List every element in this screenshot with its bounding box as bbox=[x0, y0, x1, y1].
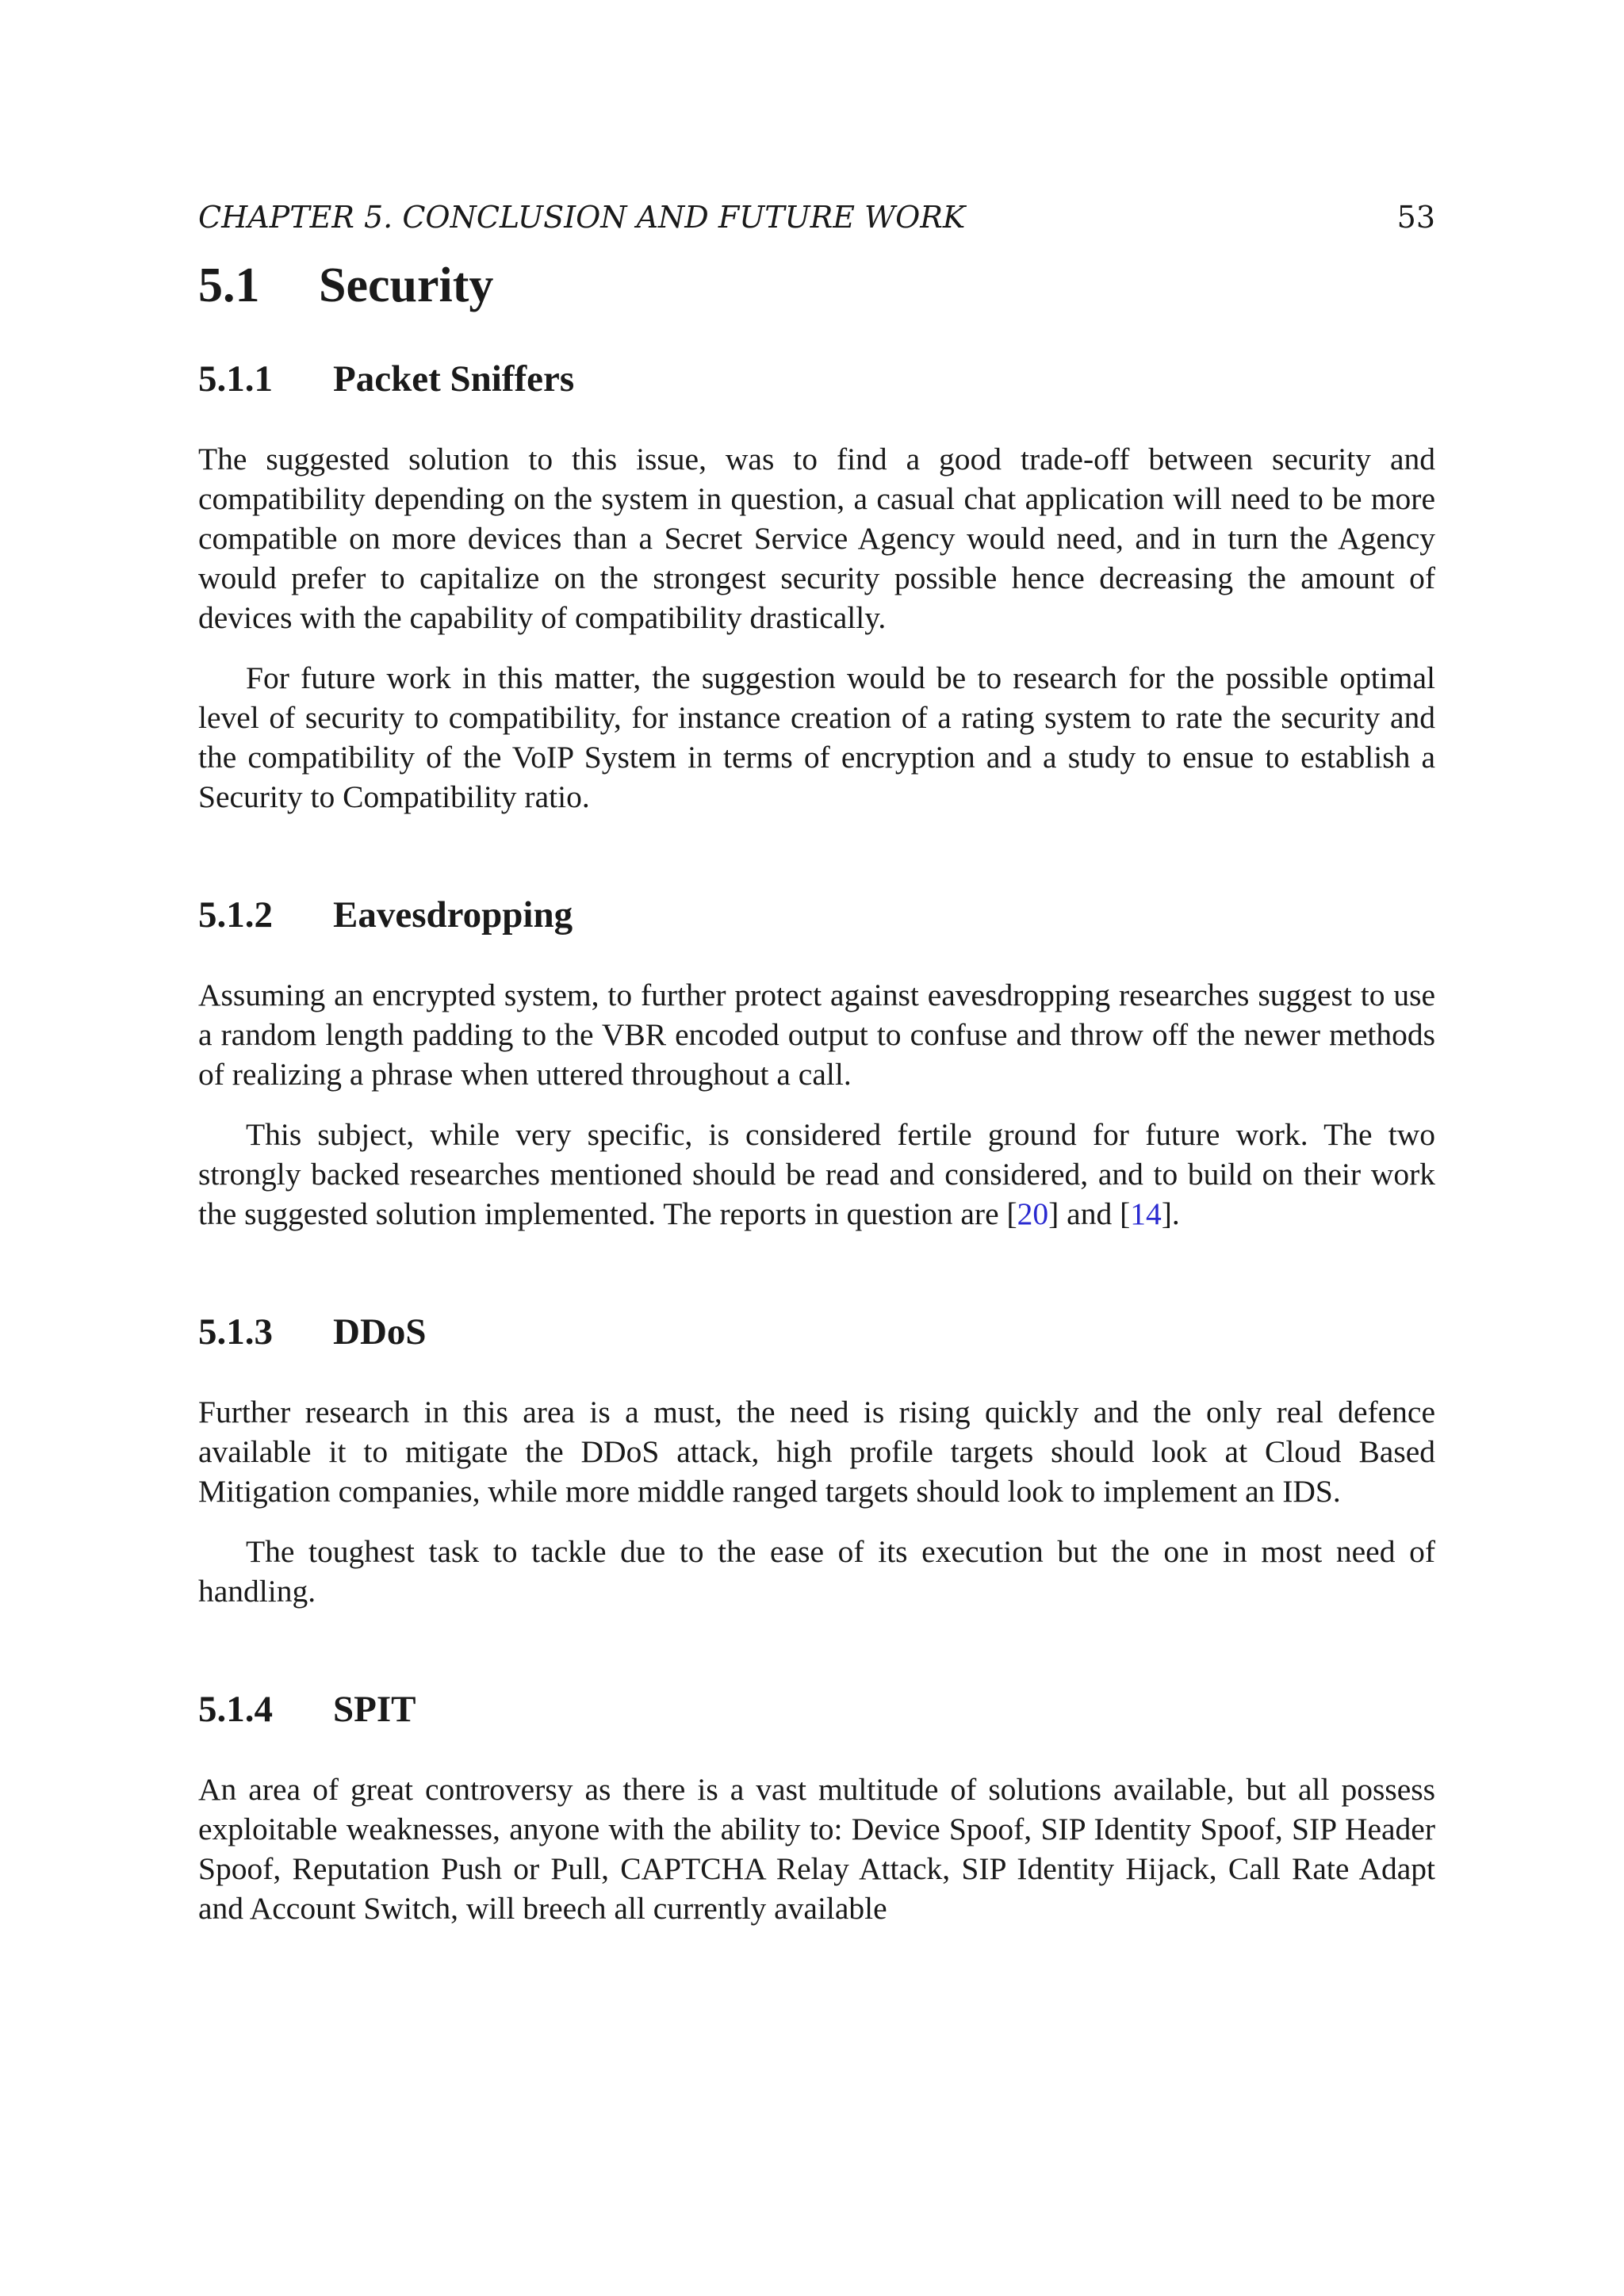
paragraph: Further research in this area is a must, the need is rising quickly and the only real defence available it to mitigate the DDoS attack, high profile targets should look at Cloud Based Mitigation companies, while more middle ranged targets should look to implement an IDS. bbox=[198, 1395, 1435, 1509]
subsection-title: DDoS bbox=[333, 1311, 427, 1353]
paragraph: The suggested solution to this issue, was to find a good trade-off between security and compatibility depending on the system in question, a casual chat application will need to be more compatible on more devices than a Secret Service Agency would need, and in turn the Agency would prefer to capitalize on the strongest security possible hence decreasing the amount of devices with the capability of compatibility drastically. bbox=[198, 442, 1435, 635]
paragraph-text: ] and [ bbox=[1048, 1196, 1131, 1231]
page-number: 53 bbox=[1396, 200, 1435, 235]
section-title: Security bbox=[319, 258, 494, 312]
section-number: 5.1 bbox=[198, 258, 260, 312]
subsection-heading-spit bbox=[198, 1684, 1435, 1735]
section-heading bbox=[198, 254, 1435, 317]
subsection-heading-ddos bbox=[198, 1307, 1435, 1357]
page-body bbox=[198, 197, 1435, 1928]
paragraph: An area of great controversy as there is a vast multitude of solutions available, but all possess exploitable weaknesses, anyone with the ability to: Device Spoof, SIP Identity Spoof, SIP Header Spoof, Reputation Push or Pull, CAPTCHA Relay Attack, SIP Identity Hijack, Call Rate Adapt and Account Switch, will breech all currently available bbox=[198, 1772, 1435, 1926]
subsection-heading-packet-sniffers bbox=[198, 354, 1435, 404]
subsection-number: 5.1.1 bbox=[198, 358, 273, 400]
paragraph-text: This subject, while very specific, is considered fertile ground for future work. The two strongly backed researches mentioned should be read and considered, and to build on their work the suggested solution implemented. The reports in question are [ bbox=[198, 1117, 1435, 1231]
paragraph: For future work in this matter, the suggestion would be to research for the possible optimal level of security to compatibility, for instance creation of a rating system to rate the security and the compatibility of the VoIP System in terms of encryption and a study to ensue to establish a Security to Compatibility ratio. bbox=[198, 660, 1435, 814]
paragraph-with-citations bbox=[198, 1115, 1435, 1234]
subsection-heading-eavesdropping bbox=[198, 890, 1435, 940]
citation-link[interactable]: 20 bbox=[1017, 1196, 1049, 1231]
subsection-title: Packet Sniffers bbox=[333, 358, 575, 400]
paragraph-text: ]. bbox=[1161, 1196, 1180, 1231]
paragraph: The toughest task to tackle due to the ease of its execution but the one in most need of handling. bbox=[198, 1534, 1435, 1609]
citation-link[interactable]: 14 bbox=[1130, 1196, 1162, 1231]
chapter-header: CHAPTER 5. CONCLUSION AND FUTURE WORK bbox=[198, 200, 966, 235]
paragraph: Assuming an encrypted system, to further protect against eavesdropping researches suggest to use a random length padding to the VBR encoded output to confuse and throw off the newer methods of realizing a phrase when uttered throughout a call. bbox=[198, 978, 1435, 1092]
running-header bbox=[198, 197, 1435, 238]
subsection-number: 5.1.4 bbox=[198, 1689, 273, 1730]
subsection-title: SPIT bbox=[333, 1689, 416, 1730]
subsection-number: 5.1.2 bbox=[198, 894, 273, 936]
subsection-number: 5.1.3 bbox=[198, 1311, 273, 1353]
subsection-title: Eavesdropping bbox=[333, 894, 573, 936]
